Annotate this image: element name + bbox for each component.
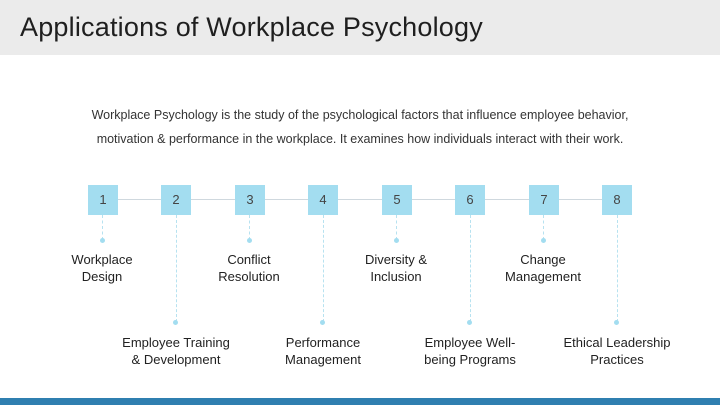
step-2-connector: [176, 215, 177, 322]
intro-text: [40, 103, 680, 151]
step-3-label: [184, 251, 314, 285]
step-3-dot: [247, 238, 252, 243]
step-8-connector: [617, 215, 618, 322]
step-2-box: 2: [161, 185, 191, 215]
step-3-box: 3: [235, 185, 265, 215]
step-3-label-line-2: Resolution: [218, 269, 280, 284]
step-6-connector: [470, 215, 471, 322]
step-6-box: 6: [455, 185, 485, 215]
step-4-box: 4: [308, 185, 338, 215]
step-4-label-line-2: Management: [285, 352, 361, 367]
step-5-connector: [396, 215, 397, 240]
step-7-dot: [541, 238, 546, 243]
step-5-dot: [394, 238, 399, 243]
step-2-label: [111, 334, 241, 368]
step-7-box: 7: [529, 185, 559, 215]
bottom-accent-bar: [0, 398, 720, 405]
step-5-label: [331, 251, 461, 285]
step-1-label-line-2: Design: [81, 269, 123, 284]
step-4-label: [258, 334, 388, 368]
step-6-label: [405, 334, 535, 368]
step-7-label-line-2: Management: [505, 269, 581, 284]
step-2-dot: [173, 320, 178, 325]
intro-line-2: motivation & performance in the workplace. It examines how individuals interact with their work.: [96, 132, 624, 146]
step-6-label-line-1: Employee Well-: [424, 335, 516, 350]
step-8-dot: [614, 320, 619, 325]
step-4-dot: [320, 320, 325, 325]
step-6-label-line-2: being Programs: [424, 352, 516, 367]
step-5-label-line-1: Diversity &: [364, 252, 428, 267]
step-8-label: [552, 334, 682, 368]
step-3-connector: [249, 215, 250, 240]
step-2-label-line-1: Employee Training: [122, 335, 230, 350]
step-8-box: 8: [602, 185, 632, 215]
step-1-box: 1: [88, 185, 118, 215]
step-5-box: 5: [382, 185, 412, 215]
step-7-label-line-1: Change: [520, 252, 566, 267]
intro-line-1: Workplace Psychology is the study of the psychological factors that influence employee behavior,: [91, 108, 629, 122]
step-6-dot: [467, 320, 472, 325]
step-8-label-line-1: Ethical Leadership: [563, 335, 671, 350]
step-5-label-line-2: Inclusion: [370, 269, 422, 284]
slide-title: Applications of Workplace Psychology: [20, 12, 483, 42]
step-7-label: [478, 251, 608, 285]
step-8-label-line-2: Practices: [590, 352, 644, 367]
step-7-connector: [543, 215, 544, 240]
step-3-label-line-1: Conflict: [227, 252, 271, 267]
step-1-label: [37, 251, 167, 285]
step-4-label-line-1: Performance: [285, 335, 361, 350]
title-bar: [0, 0, 720, 55]
step-4-connector: [323, 215, 324, 322]
step-1-dot: [100, 238, 105, 243]
step-2-label-line-2: & Development: [131, 352, 221, 367]
step-1-label-line-1: Workplace: [71, 252, 133, 267]
step-1-connector: [102, 215, 103, 240]
